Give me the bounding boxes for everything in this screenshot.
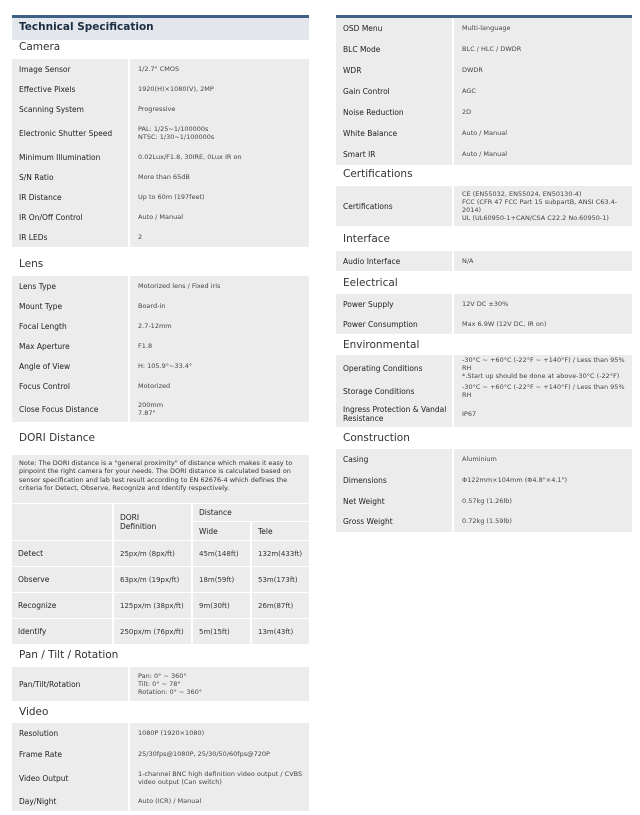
dori-row-tele: 53m(173ft) [252, 567, 309, 592]
spec-row [336, 355, 632, 382]
spec-row [12, 376, 309, 397]
spec-row [336, 39, 632, 61]
spec-label: BLC Mode [336, 39, 454, 60]
spec-value: N/A [462, 256, 474, 265]
spec-row [336, 381, 632, 402]
spec-value: 0.02Lux/F1.8, 30IRE, 0Lux IR on [138, 152, 242, 161]
spec-row [336, 449, 632, 470]
section-heading-video: Video [19, 706, 49, 718]
dori-definition-header: DORI Definition [114, 504, 191, 540]
spec-value: Φ122mm×104mm (Φ4.8"×4.1") [462, 475, 568, 484]
spec-row [12, 765, 309, 792]
dori-tele-header: Tele [252, 522, 309, 540]
spec-value: H: 105.9°~33.4° [138, 361, 193, 370]
spec-value: Auto (ICR) / Manual [138, 796, 202, 805]
dori-distance-header: Distance [193, 504, 309, 521]
spec-row [336, 18, 632, 40]
dori-table-corner [12, 504, 112, 540]
spec-value: 2.7-12mm [138, 321, 172, 330]
spec-label: Gross Weight [336, 511, 454, 532]
spec-row [336, 60, 632, 82]
spec-row [336, 81, 632, 103]
spec-value: BLC / HLC / DWDR [462, 45, 522, 54]
spec-label: Pan/Tilt/Rotation [12, 667, 130, 701]
spec-value: Motorized [138, 381, 171, 390]
spec-label: Day/Night [12, 791, 130, 811]
spec-label: Electronic Shutter Speed [12, 119, 130, 147]
dori-row-wide: 5m(15ft) [193, 619, 250, 644]
spec-row [336, 314, 632, 335]
spec-row [12, 59, 309, 80]
spec-row [12, 147, 309, 168]
spec-label: Mount Type [12, 296, 130, 316]
spec-label: Angle of View [12, 356, 130, 376]
spec-value: 25/30fps@1080P, 25/30/50/60fps@720P [138, 749, 270, 758]
spec-label: Smart IR [336, 144, 454, 165]
spec-label: Certifications [336, 186, 454, 226]
spec-row [12, 396, 309, 423]
spec-row [12, 791, 309, 812]
spec-label: White Balance [336, 123, 454, 144]
spec-label: OSD Menu [336, 18, 454, 39]
spec-value: Board-in [138, 301, 166, 310]
section-heading-environmental: Environmental [343, 339, 420, 351]
spec-label: Focus Control [12, 376, 130, 396]
dori-row-wide: 45m(148ft) [193, 541, 250, 566]
spec-value: Pan: 0° ~ 360° Tilt: 0° ~ 78° Rotation: 0° ~ 360° [138, 671, 203, 697]
spec-label: Gain Control [336, 81, 454, 102]
spec-value: F1.8 [138, 341, 153, 350]
spec-label: Power Consumption [336, 314, 454, 334]
spec-row [12, 667, 309, 702]
dori-row-label: Recognize [12, 593, 112, 618]
spec-value: More than 65dB [138, 172, 190, 181]
spec-value: 2D [462, 108, 472, 117]
spec-value: DWDR [462, 66, 483, 75]
spec-label: IR LEDs [12, 227, 130, 247]
spec-value: Max 6.9W (12V DC, IR on) [462, 319, 547, 328]
spec-label: S/N Ratio [12, 167, 130, 187]
spec-value: 0.57kg (1.26lb) [462, 496, 512, 505]
spec-row [12, 296, 309, 317]
spec-row [12, 743, 309, 766]
section-heading-construction: Construction [343, 432, 410, 444]
spec-value: 2 [138, 232, 143, 241]
spec-value: Up to 60m (197feet) [138, 192, 205, 201]
spec-label: Ingress Protection & Vandal Resistance [336, 401, 454, 427]
spec-label: Power Supply [336, 294, 454, 314]
spec-label: Storage Conditions [336, 381, 454, 401]
spec-label: Audio Interface [336, 251, 454, 271]
dori-row-tele: 13m(43ft) [252, 619, 309, 644]
dori-wide-header: Wide [193, 522, 250, 540]
spec-row [12, 119, 309, 148]
spec-value: Aluminium [462, 454, 497, 463]
spec-label: Effective Pixels [12, 79, 130, 99]
spec-value: 1-channel BNC high definition video output / CVBS video output (Can switch) [138, 769, 303, 786]
spec-value: Progressive [138, 104, 176, 113]
spec-label: Operating Conditions [336, 355, 454, 381]
spec-label: Focal Length [12, 316, 130, 336]
spec-value: AGC [462, 87, 476, 96]
dori-row-wide: 18m(59ft) [193, 567, 250, 592]
dori-row-definition: 250px/m (76px/ft) [114, 619, 191, 644]
dori-note: Note: The DORI distance is a "general proximity" of distance which makes it easy to pinpoint the right camera for your needs. The DORI distance is calculated based on sensor specification and lab test result according to EN 62676-4 which defines the criteria for Detect, Observe, Recognize and Identify respectively. [12, 455, 309, 503]
spec-value: Motorized lens / Fixed iris [138, 281, 221, 290]
spec-label: Frame Rate [12, 743, 130, 765]
spec-label: Max Aperture [12, 336, 130, 356]
section-heading-interface: Interface [343, 233, 391, 245]
section-heading-pan-tilt-rotation: Pan / Tilt / Rotation [19, 649, 119, 661]
spec-label: Video Output [12, 765, 130, 791]
spec-row [336, 251, 632, 272]
spec-row [12, 336, 309, 357]
spec-value: 1920(H)×1080(V), 2MP [138, 84, 214, 93]
spec-value: Auto / Manual [138, 212, 184, 221]
spec-row [336, 511, 632, 533]
spec-label: Casing [336, 449, 454, 469]
spec-row [12, 207, 309, 228]
spec-value: -30°C ~ +60°C (-22°F ~ +140°F) / Less than 95% RH *.Start up should be done at above-30°C (-22°F) [462, 355, 625, 381]
spec-label: Minimum Illumination [12, 147, 130, 167]
spec-row [336, 491, 632, 512]
spec-value: 1080P (1920×1080) [138, 728, 205, 737]
spec-row [12, 187, 309, 208]
spec-label: Dimensions [336, 469, 454, 491]
spec-value: 0.72kg (1.59lb) [462, 517, 512, 526]
dori-row-tele: 132m(433ft) [252, 541, 309, 566]
section-heading-certifications: Certifications [343, 168, 413, 180]
spec-value: Multi-language [462, 24, 511, 33]
spec-row [12, 99, 309, 120]
spec-value: 200mm 7.87" [138, 400, 164, 417]
spec-label: IR On/Off Control [12, 207, 130, 227]
dori-row-label: Identify [12, 619, 112, 644]
spec-label: Noise Reduction [336, 102, 454, 123]
spec-row [336, 186, 632, 227]
page-title: Technical Specification [19, 21, 154, 33]
spec-row [12, 723, 309, 744]
dori-row-tele: 26m(87ft) [252, 593, 309, 618]
spec-label: Scanning System [12, 99, 130, 119]
spec-row [12, 276, 309, 297]
dori-row-label: Observe [12, 567, 112, 592]
spec-title-bar [12, 15, 309, 40]
dori-row-wide: 9m(30ft) [193, 593, 250, 618]
spec-value: 12V DC ±30% [462, 299, 509, 308]
spec-value: Auto / Manual [462, 129, 508, 138]
dori-row-definition: 125px/m (38px/ft) [114, 593, 191, 618]
spec-value: -30°C ~ +60°C (-22°F ~ +140°F) / Less than 95% RH [462, 382, 625, 399]
spec-row [12, 356, 309, 377]
spec-row [336, 294, 632, 315]
spec-label: Close Focus Distance [12, 396, 130, 422]
spec-value: Auto / Manual [462, 150, 508, 159]
spec-label: Resolution [12, 723, 130, 743]
spec-label: Net Weight [336, 491, 454, 511]
dori-row-definition: 63px/m (19px/ft) [114, 567, 191, 592]
spec-row [336, 401, 632, 428]
spec-value: PAL: 1/25~1/100000s NTSC: 1/30~1/100000s [138, 124, 215, 141]
spec-value: CE (EN55032, EN55024, EN50130-4) FCC (CFR 47 FCC Part 15 subpartB, ANSI C63.4-2014) UL (UL60950-1+CAN/CSA C22.2 No.60950-1) [462, 189, 618, 223]
spec-row [12, 79, 309, 100]
spec-row [336, 102, 632, 124]
spec-label: IR Distance [12, 187, 130, 207]
spec-value: IP67 [462, 409, 477, 418]
spec-row [336, 123, 632, 145]
spec-value: 1/2.7" CMOS [138, 64, 180, 73]
spec-row [12, 227, 309, 248]
spec-row [336, 144, 632, 166]
dori-row-label: Detect [12, 541, 112, 566]
spec-label: Lens Type [12, 276, 130, 296]
section-heading-dori: DORI Distance [19, 432, 95, 444]
section-heading-lens: Lens [19, 258, 44, 270]
spec-label: WDR [336, 60, 454, 81]
dori-row-definition: 25px/m (8px/ft) [114, 541, 191, 566]
spec-row [336, 469, 632, 492]
section-heading-electrical: Eelectrical [343, 277, 398, 289]
spec-row [12, 167, 309, 188]
spec-label: Image Sensor [12, 59, 130, 79]
spec-row [12, 316, 309, 337]
section-heading-camera: Camera [19, 41, 61, 53]
